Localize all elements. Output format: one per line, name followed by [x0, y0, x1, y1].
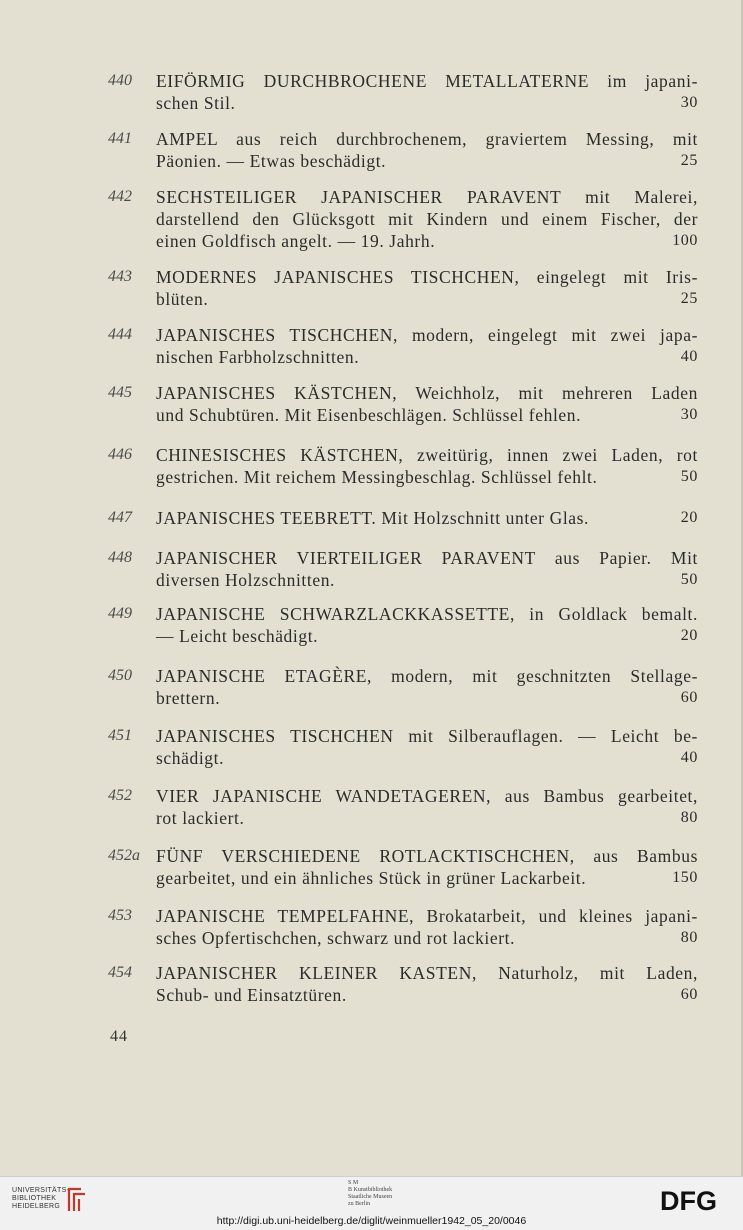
catalog-entry	[108, 962, 698, 1006]
entry-description: — Leicht beschädigt.	[156, 626, 319, 646]
entry-number: 445	[108, 384, 132, 401]
entry-text	[156, 266, 698, 310]
entry-last-line	[156, 687, 698, 709]
entry-description: blüten.	[156, 289, 209, 309]
entry-first-line: FÜNF VERSCHIEDENE ROTLACKTISCHCHEN, aus Bambus	[156, 846, 698, 866]
entry-number: 441	[108, 130, 132, 147]
entry-first-line: JAPANISCHER VIERTEILIGER PARAVENT aus Papier. Mit	[156, 548, 698, 568]
entry-middle-line: darstellend den Glücksgott mit Kindern und einem Fischer, der	[156, 209, 698, 229]
heidelberg-logo-icon	[66, 1185, 88, 1213]
entry-description: schen Stil.	[156, 93, 236, 113]
entry-number: 453	[108, 907, 132, 924]
entry-first-line: JAPANISCHES TISCHCHEN, modern, eingelegt mit zwei japa-	[156, 325, 698, 345]
uni-line-3: HEIDELBERG	[12, 1203, 61, 1210]
entry-price: 25	[680, 152, 698, 169]
entry-price: 20	[680, 627, 698, 644]
entry-description: JAPANISCHES TEEBRETT. Mit Holzschnitt unter Glas.	[156, 508, 590, 528]
entry-text	[156, 324, 698, 368]
entry-first-line: MODERNES JAPANISCHES TISCHCHEN, eingelegt mit Iris-	[156, 267, 698, 287]
catalog-entry	[108, 128, 698, 172]
stamp-line-1: S M	[348, 1180, 359, 1186]
entry-price: 30	[680, 406, 698, 423]
entry-last-line	[156, 625, 698, 647]
entry-first-line: JAPANISCHE SCHWARZLACKKASSETTE, in Goldlack bemalt.	[156, 604, 698, 624]
entry-price: 60	[680, 689, 698, 706]
entry-last-line	[156, 984, 698, 1006]
entry-last-line	[156, 507, 698, 529]
entry-last-line	[156, 288, 698, 310]
source-url-link[interactable]: http://digi.ub.uni-heidelberg.de/diglit/weinmueller1942_05_20/0046	[216, 1215, 527, 1227]
entry-text	[156, 665, 698, 709]
entry-description: sches Opfertischchen, schwarz und rot lackiert.	[156, 928, 516, 948]
entry-price: 25	[680, 290, 698, 307]
entry-number: 454	[108, 964, 132, 981]
entry-first-line: JAPANISCHER KLEINER KASTEN, Naturholz, mit Laden,	[156, 963, 698, 983]
catalog-entry	[108, 665, 698, 709]
entry-text	[156, 382, 698, 426]
entry-price: 50	[680, 571, 698, 588]
entry-number: 452a	[108, 847, 140, 864]
entry-number: 447	[108, 509, 132, 526]
entry-text	[156, 785, 698, 829]
entry-last-line	[156, 807, 698, 829]
entry-last-line	[156, 230, 698, 252]
catalog-entry	[108, 70, 698, 114]
entry-last-line	[156, 346, 698, 368]
dfg-logo-icon	[660, 1187, 732, 1213]
catalog-entry	[108, 266, 698, 310]
entry-last-line	[156, 927, 698, 949]
entry-text	[156, 905, 698, 949]
entry-description: nischen Farbholzschnitten.	[156, 347, 360, 367]
entry-price: 60	[680, 986, 698, 1003]
catalog-entry	[108, 725, 698, 769]
catalog-entry	[108, 324, 698, 368]
entry-first-line: JAPANISCHES KÄSTCHEN, Weichholz, mit mehreren Laden	[156, 383, 698, 403]
entry-number: 450	[108, 667, 132, 684]
entry-price: 20	[680, 509, 698, 526]
uni-line-2: BIBLIOTHEK	[12, 1195, 57, 1202]
entry-first-line: JAPANISCHE ETAGÈRE, modern, mit geschnitzten Stellage-	[156, 666, 698, 686]
footer-bar	[0, 1176, 743, 1230]
entry-price: 40	[680, 348, 698, 365]
entry-text	[156, 444, 698, 488]
university-library-label	[12, 1187, 69, 1211]
catalog-entry	[108, 444, 698, 488]
entry-first-line: CHINESISCHES KÄSTCHEN, zweitürig, innen zwei Laden, rot	[156, 445, 698, 465]
entry-text	[156, 547, 698, 591]
entry-description: schädigt.	[156, 748, 225, 768]
entry-last-line	[156, 150, 698, 172]
entry-last-line	[156, 404, 698, 426]
entry-price: 50	[680, 468, 698, 485]
entry-first-line: AMPEL aus reich durchbrochenem, graviertem Messing, mit	[156, 129, 698, 149]
dfg-logo-text: DFG	[660, 1187, 717, 1213]
stamp-line-4: zu Berlin	[348, 1201, 371, 1207]
entry-first-line: EIFÖRMIG DURCHBROCHENE METALLATERNE im japani-	[156, 71, 698, 91]
entry-last-line	[156, 867, 698, 889]
catalog-entry	[108, 186, 698, 252]
entry-price: 80	[680, 809, 698, 826]
entry-description: gearbeitet, und ein ähnliches Stück in grüner Lackarbeit.	[156, 868, 587, 888]
entry-first-line: JAPANISCHE TEMPELFAHNE, Brokatarbeit, und kleines japani-	[156, 906, 698, 926]
entry-number: 451	[108, 727, 132, 744]
entry-description: diversen Holzschnitten.	[156, 570, 336, 590]
entry-last-line	[156, 92, 698, 114]
entry-first-line: JAPANISCHES TISCHCHEN mit Silberauflagen. — Leicht be-	[156, 726, 698, 746]
entry-number: 449	[108, 605, 132, 622]
stamp-line-3: Staatliche Museen	[348, 1194, 393, 1200]
entry-last-line	[156, 747, 698, 769]
uni-line-1: UNIVERSITÄTS-	[12, 1187, 70, 1194]
entry-text	[156, 603, 698, 647]
entry-price: 150	[672, 869, 698, 886]
entry-number: 443	[108, 268, 132, 285]
entry-number: 448	[108, 549, 132, 566]
entry-text	[156, 845, 698, 889]
catalog-entry	[108, 603, 698, 647]
entry-description: Päonien. — Etwas beschädigt.	[156, 151, 387, 171]
museum-stamp	[348, 1180, 392, 1208]
catalog-entry	[108, 905, 698, 949]
entry-text	[156, 70, 698, 114]
entry-description: gestrichen. Mit reichem Messingbeschlag. Schlüssel fehlt.	[156, 467, 598, 487]
entry-text	[156, 725, 698, 769]
catalog-entry	[108, 382, 698, 426]
entry-first-line: SECHSTEILIGER JAPANISCHER PARAVENT mit Malerei,	[156, 187, 698, 207]
catalog-entry	[108, 507, 698, 529]
entry-description: einen Goldfisch angelt. — 19. Jahrh.	[156, 231, 436, 251]
entry-number: 446	[108, 446, 132, 463]
entry-description: und Schubtüren. Mit Eisenbeschlägen. Schlüssel fehlen.	[156, 405, 582, 425]
entry-text	[156, 962, 698, 1006]
entry-text	[156, 507, 698, 529]
entry-price: 30	[680, 94, 698, 111]
entry-description: brettern.	[156, 688, 221, 708]
catalog-entry	[108, 785, 698, 829]
entry-description: rot lackiert.	[156, 808, 245, 828]
entry-number: 442	[108, 188, 132, 205]
entry-price: 40	[680, 749, 698, 766]
entry-price: 100	[672, 232, 698, 249]
entry-price: 80	[680, 929, 698, 946]
stamp-line-2: B Kunstbibliothek	[348, 1187, 393, 1193]
entry-text	[156, 186, 698, 252]
catalog-entry	[108, 845, 698, 889]
entry-text	[156, 128, 698, 172]
entry-number: 444	[108, 326, 132, 343]
page-number: 44	[110, 1028, 128, 1045]
entry-number: 452	[108, 787, 132, 804]
entry-last-line	[156, 466, 698, 488]
catalog-entry	[108, 547, 698, 591]
entry-number: 440	[108, 72, 132, 89]
entry-description: Schub- und Einsatztüren.	[156, 985, 347, 1005]
entry-first-line: VIER JAPANISCHE WANDETAGEREN, aus Bambus gearbeitet,	[156, 786, 698, 806]
entry-last-line	[156, 569, 698, 591]
